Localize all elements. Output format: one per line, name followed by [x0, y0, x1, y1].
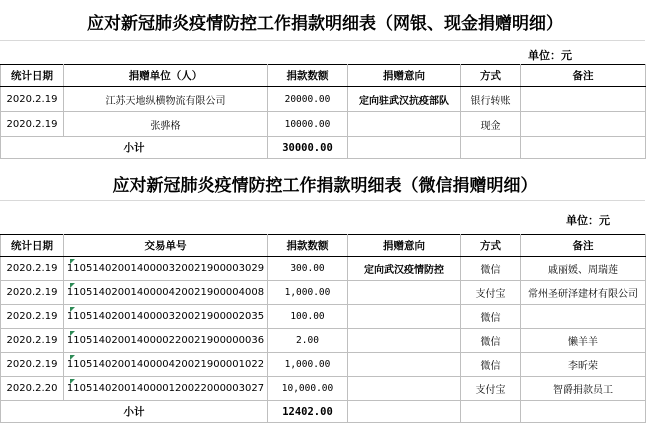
header-purpose: 捐赠意向 — [348, 235, 461, 257]
table-row — [1, 281, 646, 305]
cell-purpose — [348, 112, 461, 137]
cell-note: 常州圣研泽建材有限公司 — [521, 281, 646, 305]
total-label: 小计 — [1, 137, 268, 159]
cell-amount: 10,000.00 — [268, 377, 348, 401]
cell-amount: 300.00 — [268, 257, 348, 281]
header-note: 备注 — [521, 235, 646, 257]
cell-amount: 1,000.00 — [268, 281, 348, 305]
cell-note — [521, 112, 646, 137]
text-number-indicator-icon — [70, 379, 75, 384]
cell-purpose — [348, 353, 461, 377]
cell-txn: 1105140200140000220021900000036 — [64, 329, 268, 353]
empty-cell — [461, 137, 521, 159]
empty-cell — [521, 401, 646, 423]
grid-line — [0, 40, 645, 41]
header-method: 方式 — [461, 235, 521, 257]
cell-txn: 1105140200140000320021900002035 — [64, 305, 268, 329]
text-number-indicator-icon — [70, 331, 75, 336]
cell-date: 2020.2.20 — [1, 377, 64, 401]
section1-header-row — [1, 65, 646, 87]
cell-purpose: 定向驻武汉抗疫部队 — [348, 87, 461, 112]
cell-txn: 1105140200140000120022000003027 — [64, 377, 268, 401]
empty-cell — [521, 137, 646, 159]
cell-method: 支付宝 — [461, 377, 521, 401]
cell-amount: 100.00 — [268, 305, 348, 329]
section1-title: 应对新冠肺炎疫情防控工作捐款明细表（网银、现金捐赠明细） — [87, 14, 563, 34]
cell-donor: 江苏天地纵横物流有限公司 — [64, 87, 268, 112]
cell-amount: 10000.00 — [268, 112, 348, 137]
cell-purpose: 定向武汉疫情防控 — [348, 257, 461, 281]
cell-amount: 2.00 — [268, 329, 348, 353]
header-note: 备注 — [521, 65, 646, 87]
cell-date: 2020.2.19 — [1, 281, 64, 305]
table-row — [1, 329, 646, 353]
header-txn: 交易单号 — [64, 235, 268, 257]
cell-txn: 1105140200140000420021900004008 — [64, 281, 268, 305]
header-date: 统计日期 — [1, 235, 64, 257]
cell-note: 懒羊羊 — [521, 329, 646, 353]
table-row — [1, 353, 646, 377]
cell-purpose — [348, 377, 461, 401]
cell-date: 2020.2.19 — [1, 257, 64, 281]
text-number-indicator-icon — [70, 307, 75, 312]
cell-date: 2020.2.19 — [1, 329, 64, 353]
cell-date: 2020.2.19 — [1, 353, 64, 377]
total-label: 小计 — [1, 401, 268, 423]
header-purpose: 捐赠意向 — [348, 65, 461, 87]
cell-note — [521, 87, 646, 112]
total-amount: 12402.00 — [268, 401, 348, 423]
header-method: 方式 — [461, 65, 521, 87]
cell-method: 微信 — [461, 257, 521, 281]
cell-purpose — [348, 281, 461, 305]
header-amount: 捐款数额 — [268, 235, 348, 257]
cell-method: 微信 — [461, 329, 521, 353]
section1-unit: 单位：元 — [528, 49, 572, 62]
header-donor: 捐赠单位（人） — [64, 65, 268, 87]
cell-note — [521, 305, 646, 329]
empty-cell — [348, 401, 461, 423]
cell-amount: 20000.00 — [268, 87, 348, 112]
section1-table — [0, 64, 646, 159]
cell-purpose — [348, 329, 461, 353]
table-row — [1, 257, 646, 281]
section2-unit: 单位：元 — [566, 214, 610, 227]
cell-purpose — [348, 305, 461, 329]
section2-total-row — [1, 401, 646, 423]
cell-date: 2020.2.19 — [1, 87, 64, 112]
cell-method: 微信 — [461, 353, 521, 377]
cell-method: 微信 — [461, 305, 521, 329]
cell-note: 李昕荣 — [521, 353, 646, 377]
section2-table — [0, 234, 646, 423]
grid-line — [0, 200, 645, 201]
cell-txn: 1105140200140000420021900001022 — [64, 353, 268, 377]
header-date: 统计日期 — [1, 65, 64, 87]
section2-title: 应对新冠肺炎疫情防控工作捐款明细表（微信捐赠明细） — [112, 176, 538, 196]
table-row — [1, 112, 646, 137]
text-number-indicator-icon — [70, 259, 75, 264]
cell-amount: 1,000.00 — [268, 353, 348, 377]
cell-date: 2020.2.19 — [1, 112, 64, 137]
cell-method: 现金 — [461, 112, 521, 137]
empty-cell — [461, 401, 521, 423]
table-row — [1, 87, 646, 112]
cell-date: 2020.2.19 — [1, 305, 64, 329]
section1-total-row — [1, 137, 646, 159]
cell-txn: 1105140200140000320021900003029 — [64, 257, 268, 281]
cell-method: 银行转账 — [461, 87, 521, 112]
text-number-indicator-icon — [70, 355, 75, 360]
cell-donor: 张骅格 — [64, 112, 268, 137]
text-number-indicator-icon — [70, 283, 75, 288]
section2-header-row — [1, 235, 646, 257]
empty-cell — [348, 137, 461, 159]
table-row — [1, 377, 646, 401]
cell-note: 戚丽媛、周瑞莲 — [521, 257, 646, 281]
cell-note: 智爵捐款员工 — [521, 377, 646, 401]
total-amount: 30000.00 — [268, 137, 348, 159]
cell-method: 支付宝 — [461, 281, 521, 305]
table-row — [1, 305, 646, 329]
header-amount: 捐款数额 — [268, 65, 348, 87]
